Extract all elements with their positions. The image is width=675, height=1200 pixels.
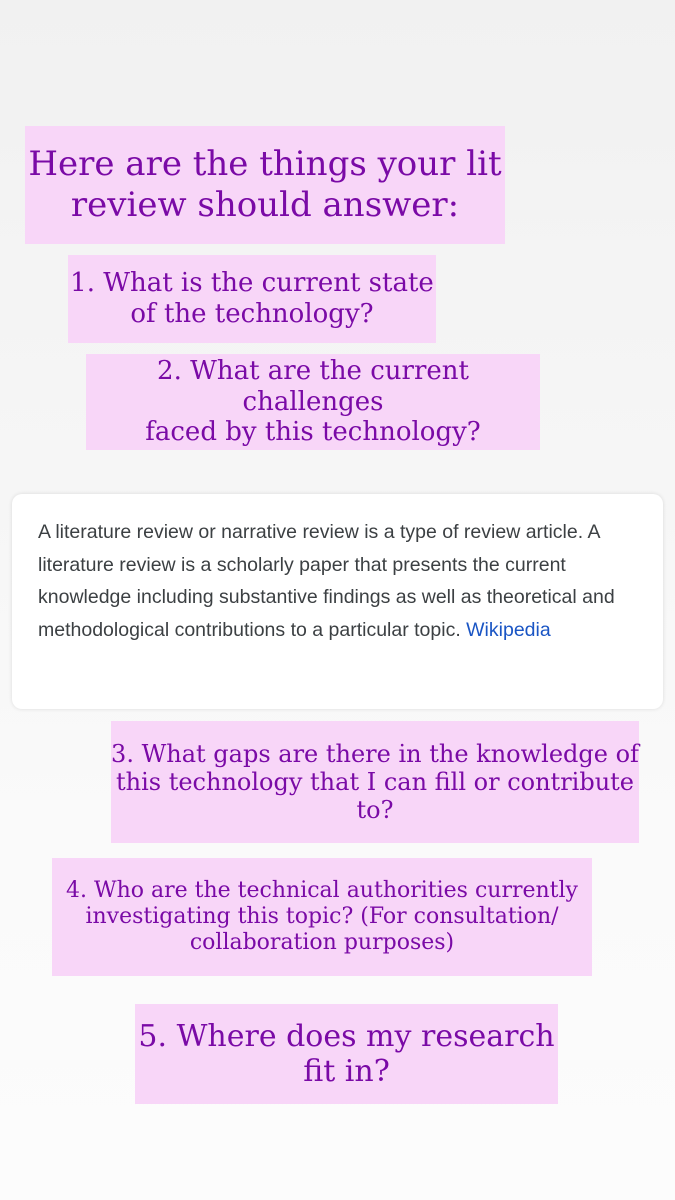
- question-note-1: [68, 255, 436, 343]
- question-text-1: 1. What is the current state of the technology?: [70, 268, 434, 329]
- question-text-5: 5. Where does my research fit in?: [138, 1018, 555, 1089]
- wikipedia-link[interactable]: Wikipedia: [466, 618, 551, 641]
- question-text-4: 4. Who are the technical authorities currently investigating this topic? (For consultation/ collaboration purposes): [66, 878, 578, 955]
- question-note-5: [135, 1004, 558, 1104]
- question-text-3: 3. What gaps are there in the knowledge of this technology that I can fill or contribute to?: [111, 739, 639, 825]
- page-title: Here are the things your lit review should answer:: [28, 143, 502, 225]
- title-note: [25, 126, 505, 244]
- question-note-3: [111, 721, 639, 843]
- definition-card: [12, 494, 663, 709]
- definition-text: A literature review or narrative review is a type of review article. A literature review is a scholarly paper that presents the current knowledge including substantive findings as well as theoretical and methodological contributions to a particular topic.: [38, 521, 615, 641]
- question-note-4: [52, 858, 592, 976]
- question-text-2: 2. What are the current challenges faced by this technology?: [145, 355, 481, 448]
- question-note-2: [86, 354, 540, 450]
